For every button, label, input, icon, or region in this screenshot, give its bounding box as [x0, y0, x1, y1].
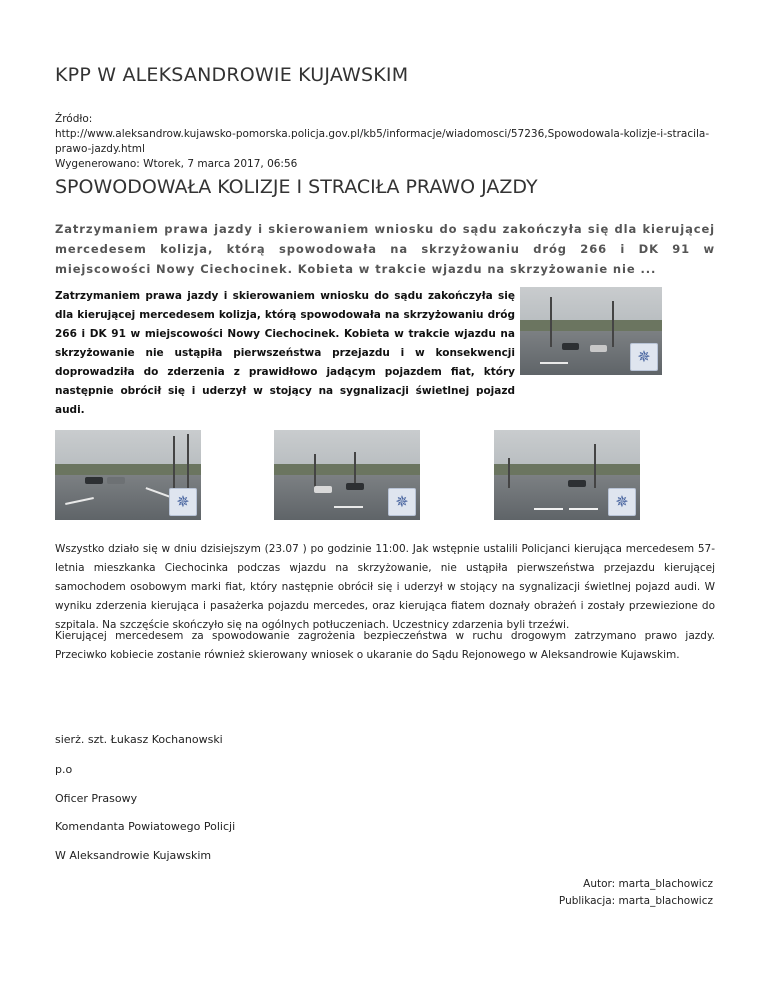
gallery-photo-3[interactable]	[494, 430, 640, 520]
gallery-photo-1[interactable]	[55, 430, 201, 520]
police-star-icon: ✵	[169, 488, 197, 516]
author-info: Autor: marta_blachowicz	[583, 878, 713, 890]
source-url-line1[interactable]: http://www.aleksandrow.kujawsko-pomorska.policja.gov.pl/kb5/informacje/wiadomosci/57236,Spowodowala-kolizje-i-stracila-	[55, 128, 710, 140]
gallery-photo-2[interactable]	[274, 430, 420, 520]
signature-line-2: p.o	[55, 763, 73, 776]
article-title: SPOWODOWAŁA KOLIZJE I STRACIŁA PRAWO JAZDY	[55, 176, 538, 198]
main-photo[interactable]	[520, 287, 662, 375]
source-label: Źródło:	[55, 113, 93, 125]
generated-date: Wygenerowano: Wtorek, 7 marca 2017, 06:56	[55, 158, 298, 170]
site-title: KPP W ALEKSANDROWIE KUJAWSKIM	[55, 64, 409, 86]
police-star-icon: ✵	[608, 488, 636, 516]
signature-line-5: W Aleksandrowie Kujawskim	[55, 849, 212, 862]
signature-line-4: Komendanta Powiatowego Policji	[55, 820, 236, 833]
article-intro: Zatrzymaniem prawa jazdy i skierowaniem wniosku do sądu zakończyła się dla kierującej mercedesem kolizja, którą spowodowała na skrzyżowaniu dróg 266 i DK 91 w miejscowości Nowy Ciechocinek. Kobieta w trakcie wjazdu na skrzyżowanie nie ustąpiła pierwszeństwa przejazdu i w konsekwencji doprowadziła do zderzenia z prawidłowo jadącym pojazdem fiat, który następnie obrócił się i uderzył w stojący na sygnalizacji świetlnej pojazd audi.	[55, 290, 515, 416]
article-lead: Zatrzymaniem prawa jazdy i skierowaniem wniosku do sądu zakończyła się dla kierującej mercedesem kolizja, którą spowodowała na skrzyżowaniu dróg 266 i DK 91 w miejscowości Nowy Ciechocinek. Kobieta w trakcie wjazdu na skrzyżowanie nie ...	[55, 222, 715, 276]
publisher-info: Publikacja: marta_blachowicz	[558, 895, 713, 907]
signature-name: sierż. szt. Łukasz Kochanowski	[55, 733, 223, 746]
source-info	[55, 112, 720, 172]
police-star-icon: ✵	[630, 343, 658, 371]
signature-line-3: Oficer Prasowy	[55, 792, 138, 805]
article-paragraph-2: Kierującej mercedesem za spowodowanie zagrożenia bezpieczeństwa w ruchu drogowym zatrzymano prawo jazdy. Przeciwko kobiecie zostanie również skierowany wniosek o ukaranie do Sądu Rejonowego w Aleksandrowie Kujawskim.	[55, 630, 715, 661]
source-url-line2[interactable]: prawo-jazdy.html	[55, 143, 145, 155]
article-paragraph-1: Wszystko działo się w dniu dzisiejszym (23.07 ) po godzinie 11:00. Jak wstępnie ustalili Policjanci kierująca mercedesem 57-letnia mieszkanka Ciechocinka podczas wjazdu na skrzyżowanie, nie ustąpiła pierwszeństwa przejazdu kierującej samochodem osobowym marki fiat, który następnie obrócił się i uderzył w stojący na sygnalizacji świetlnej pojazd audi. W wyniku zderzenia kierująca i pasażerka pojazdu mercedes, oraz kierująca fiatem doznały obrażeń i zostały przewiezione do szpitala. Na szczęście skończyło się na ogólnych potłuczeniach. Uczestnicy zdarzenia byli trzeźwi.	[55, 543, 715, 631]
police-star-icon: ✵	[388, 488, 416, 516]
